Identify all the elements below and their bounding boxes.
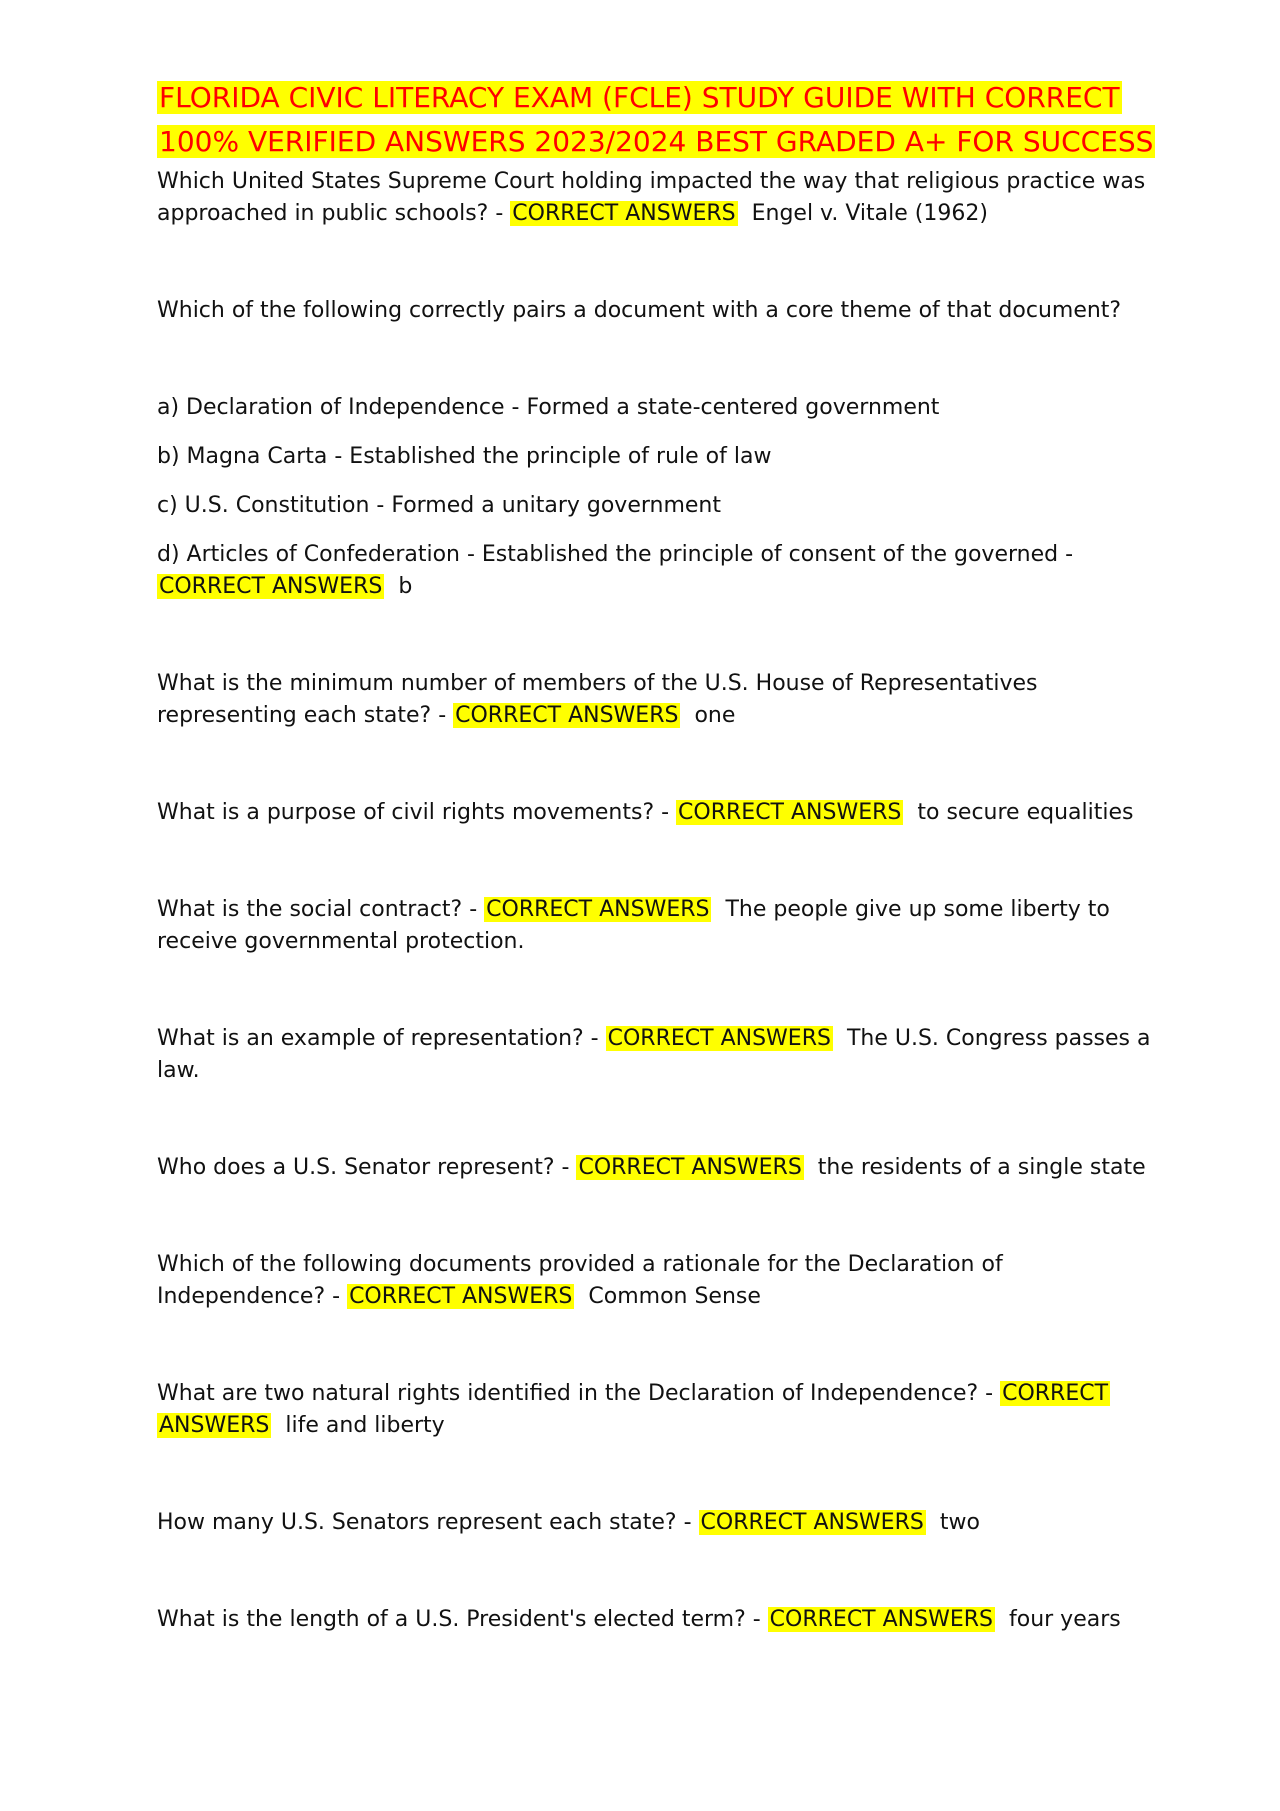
qa-item-1 [157,166,1157,230]
qa-item-2 [157,295,1157,327]
qa-item-4 [157,797,1157,829]
document-page [157,76,1157,1636]
question-text: What is an example of representation? - [157,1026,606,1051]
qa-item-8 [157,1249,1157,1313]
correct-answers-marker: CORRECT ANSWERS [159,574,383,599]
answer-text: life and liberty [285,1413,445,1438]
correct-answers-marker: CORRECT ANSWERS [678,800,902,825]
correct-answers-marker: CORRECT ANSWERS [512,201,736,226]
option-b: b) Magna Carta - Established the principle of rule of law [157,444,772,469]
option-a: a) Declaration of Independence - Formed a state-centered government [157,395,940,420]
answer-text: four years [1009,1607,1121,1632]
qa-item-6 [157,1023,1157,1087]
question-text: representing each state? - [157,703,454,728]
question-text: What is a purpose of civil rights movements? - [157,800,677,825]
document-title [157,76,1157,164]
answer-text: one [694,703,736,728]
question-text: What is the length of a U.S. President's elected term? - [157,1607,768,1632]
answer-text: Common Sense [588,1284,761,1309]
correct-answers-marker-part-2: ANSWERS [159,1413,270,1438]
answer-text: the residents of a single state [817,1155,1146,1180]
option-c: c) U.S. Constitution - Formed a unitary government [157,493,721,518]
answer-text: b [398,574,413,599]
answer-text: two [939,1510,980,1535]
correct-answers-marker: CORRECT ANSWERS [486,897,710,922]
question-text: approached in public schools? - [157,201,511,226]
answer-text: The people give up some liberty to [725,897,1110,922]
correct-answers-marker: CORRECT ANSWERS [700,1510,924,1535]
question-text: What are two natural rights identified in the Declaration of Independence? - [157,1381,1001,1406]
answer-text: to secure equalities [917,800,1134,825]
option-d [157,539,1157,603]
qa-item-11 [157,1604,1157,1636]
title-line-1: FLORIDA CIVIC LITERACY EXAM (FCLE) STUDY GUIDE WITH CORRECT [159,81,1120,114]
question-text: Which United States Supreme Court holding impacted the way that religious practice was [157,169,1146,194]
question-text: Independence? - [157,1284,348,1309]
answer-text: receive governmental protection. [157,929,525,954]
correct-answers-marker: CORRECT ANSWERS [349,1284,573,1309]
answer-text: Engel v. Vitale (1962) [751,201,988,226]
question-text: Which of the following documents provided a rationale for the Declaration of [157,1252,1003,1277]
question-text: How many U.S. Senators represent each state? - [157,1510,699,1535]
correct-answers-marker: CORRECT ANSWERS [769,1607,993,1632]
correct-answers-marker: CORRECT ANSWERS [607,1026,831,1051]
qa-item-3 [157,668,1157,732]
question-text: Who does a U.S. Senator represent? - [157,1155,577,1180]
qa-item-7 [157,1152,1157,1184]
correct-answers-marker: CORRECT ANSWERS [578,1155,802,1180]
option-d-text: d) Articles of Confederation - Established the principle of consent of the governed - [157,542,1074,567]
qa-item-10 [157,1507,1157,1539]
question-text: What is the minimum number of members of the U.S. House of Representatives [157,671,1038,696]
question-text: Which of the following correctly pairs a document with a core theme of that document? [157,298,1122,323]
correct-answers-marker: CORRECT ANSWERS [455,703,679,728]
answer-text: law. [157,1058,200,1083]
qa-item-5 [157,894,1157,958]
correct-answers-marker-part-1: CORRECT [1002,1381,1109,1406]
answer-text: The U.S. Congress passes a [846,1026,1151,1051]
question-text: What is the social contract? - [157,897,485,922]
qa-item-9 [157,1378,1157,1442]
title-line-2: 100% VERIFIED ANSWERS 2023/2024 BEST GRADED A+ FOR SUCCESS [159,125,1154,158]
